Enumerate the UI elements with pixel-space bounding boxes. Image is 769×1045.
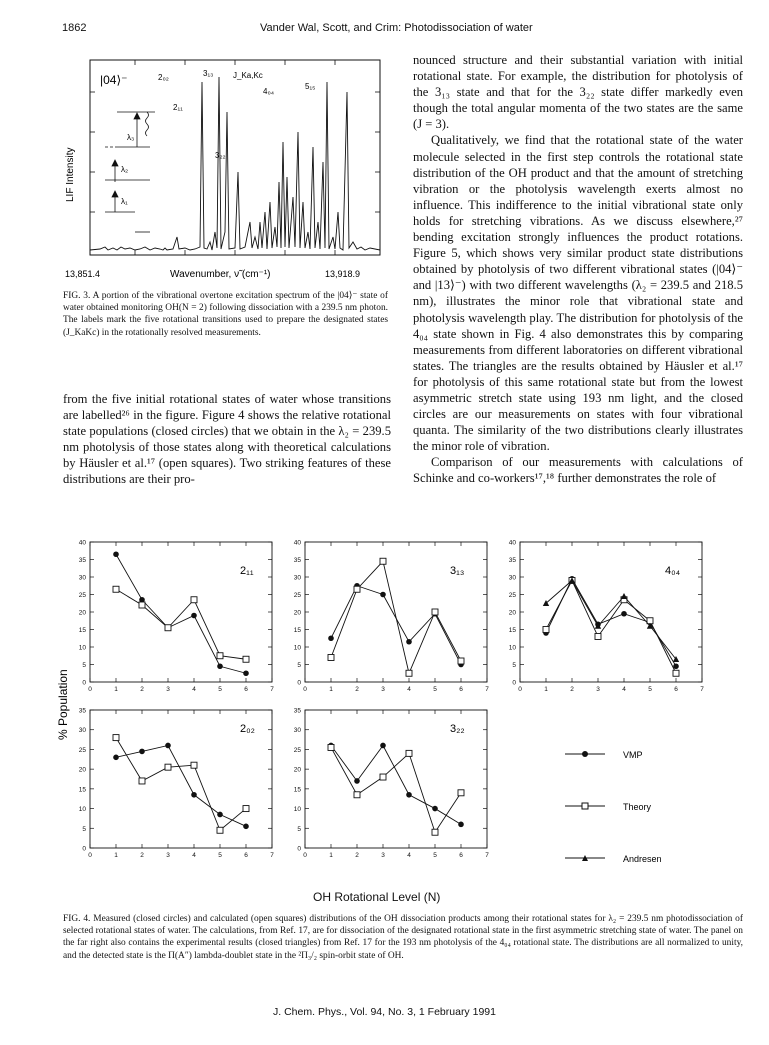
x-tick-label: 4 <box>407 686 411 693</box>
series-line-theory <box>116 589 246 659</box>
fig4-panel-1 <box>79 540 274 694</box>
theory-point <box>113 586 119 592</box>
y-tick-label: 25 <box>78 592 86 599</box>
y-tick-label: 0 <box>82 845 86 853</box>
panel-state-label: 3₁₃ <box>450 565 465 577</box>
fig3-spectrum <box>55 52 385 302</box>
y-tick-label: 40 <box>78 539 86 547</box>
y-tick-label: 30 <box>508 574 516 582</box>
x-tick-label: 5 <box>218 852 222 859</box>
y-tick-label: 20 <box>508 609 516 617</box>
fig4-legend <box>565 750 662 864</box>
vmp-point <box>113 551 119 557</box>
fig4-panel-4 <box>79 708 274 860</box>
series-line-theory <box>116 738 246 831</box>
fig4-xlabel: OH Rotational Level (N) <box>313 890 441 904</box>
y-tick-label: 40 <box>293 539 301 547</box>
line-label-515: 5₁₅ <box>305 82 316 91</box>
theory-point <box>217 653 223 659</box>
y-tick-label: 15 <box>78 627 86 634</box>
vmp-point <box>458 822 464 828</box>
y-tick-label: 10 <box>293 644 301 652</box>
vmp-point <box>217 663 223 669</box>
theory-point <box>243 656 249 662</box>
theory-point <box>432 609 438 615</box>
panel-state-label: 3₂₂ <box>450 723 465 735</box>
x-tick-label: 0 <box>88 686 92 693</box>
y-tick-label: 15 <box>78 786 86 794</box>
page-number: 1862 <box>62 22 87 34</box>
y-tick-label: 35 <box>78 707 86 715</box>
x-tick-label: 6 <box>459 852 463 859</box>
fig4-panel-5 <box>294 708 489 860</box>
y-tick-label: 0 <box>297 845 301 853</box>
y-tick-label: 35 <box>293 707 301 715</box>
y-tick-label: 25 <box>293 746 301 754</box>
jk-label: J_Ka,Kc <box>233 71 263 80</box>
y-tick-label: 30 <box>78 574 86 582</box>
y-tick-label: 5 <box>297 662 301 669</box>
theory-point <box>543 627 549 633</box>
x-tick-label: 0 <box>88 852 92 859</box>
vmp-point <box>191 613 197 619</box>
theory-point <box>432 829 438 835</box>
x-tick-label: 5 <box>648 686 652 693</box>
theory-point <box>191 762 197 768</box>
fig4-panel-3 <box>509 540 704 694</box>
x-tick-label: 2 <box>570 686 574 693</box>
fig3-ylabel: LIF Intensity <box>65 147 76 202</box>
y-tick-label: 30 <box>293 727 301 735</box>
y-tick-label: 0 <box>82 679 86 687</box>
panel-state-label: 2₁₁ <box>240 565 254 577</box>
y-tick-label: 40 <box>508 539 516 547</box>
y-tick-label: 20 <box>293 609 301 617</box>
line-label-202: 2₀₂ <box>158 73 169 82</box>
y-tick-label: 30 <box>293 574 301 582</box>
right-paragraph-2: Qualitatively, we find that the rotational state of the water molecule selected in the first step controls the rotational state distribution of the OH product and that the amount of stretching vibration or the photolysis wavelength exerts almost no influence. This indifference to the initial vibrational state only holds for stretching vibrations. As we discuss elsewhere,²⁷ bending excitation strongly influences the product rotations. Figure 5, which shows very similar product state distributions obtained by photolysis of two different vibrational states (|04⟩⁻ and |13⟩⁻) with two different wavelengths (λ₂ = 239.5 and 218.5 nm), illustrates the minor role that vibrational state and photolysis wavelength play. The distribution for photolysis of the 4₀₄ state shown in Fig. 4 also demonstrates this by comparing measurements from different laboratories on different vibrational states. The triangles are the results obtained by Häusler et al.¹⁷ for photolysis of this same rotational state but from the lowest asymmetric stretch state using 193 nm light, and the closed circles are our measurements on states with four vibrational quanta. The similarity of the two distributions clearly illustrates the minor role of vibration. <box>413 133 743 454</box>
x-tick-label: 5 <box>433 686 437 693</box>
x-tick-label: 1 <box>329 852 333 859</box>
series-line-theory <box>331 561 461 673</box>
x-tick-label: 0 <box>303 852 307 859</box>
x-tick-label: 7 <box>485 852 489 859</box>
y-tick-label: 5 <box>512 662 516 669</box>
line-label-313: 3₁₃ <box>203 69 214 78</box>
fig3-state-label: |04⟩⁻ <box>100 73 128 87</box>
x-tick-label: 1 <box>114 852 118 859</box>
x-tick-label: 0 <box>518 686 522 693</box>
vmp-point <box>406 792 412 798</box>
x-tick-label: 5 <box>433 852 437 859</box>
y-tick-label: 15 <box>293 786 301 794</box>
x-tick-label: 1 <box>544 686 548 693</box>
left-paragraph: from the five initial rotational states of water whose transitions are labelled²⁶ in the figure. Figure 4 shows the relative rotational state populations (closed circles) that we obtain in the λ₂ = 239.5 nm photolysis of those states along with theoretical calculations by Häusler et al.¹⁷ (open squares). Two striking features of these distributions are their pro- <box>63 392 391 487</box>
theory-point <box>595 634 601 640</box>
running-title: Vander Wal, Scott, and Crim: Photodissociation of water <box>260 22 533 34</box>
vmp-point <box>113 755 119 761</box>
x-tick-label: 3 <box>381 852 385 859</box>
theory-point <box>673 670 679 676</box>
theory-point <box>380 558 386 564</box>
theory-point <box>354 586 360 592</box>
x-tick-label: 2 <box>140 686 144 693</box>
x-tick-label: 1 <box>329 686 333 693</box>
x-tick-label: 7 <box>270 852 274 859</box>
theory-point <box>113 735 119 741</box>
x-tick-label: 6 <box>459 686 463 693</box>
y-tick-label: 5 <box>297 825 301 833</box>
x-tick-label: 7 <box>485 686 489 693</box>
vmp-point <box>217 812 223 818</box>
y-tick-label: 35 <box>78 557 86 564</box>
x-tick-label: 1 <box>114 686 118 693</box>
vmp-point <box>354 778 360 784</box>
x-tick-label: 6 <box>244 686 248 693</box>
theory-point <box>243 806 249 812</box>
theory-point <box>191 597 197 603</box>
y-tick-label: 15 <box>293 627 301 634</box>
y-tick-label: 10 <box>78 806 86 814</box>
y-tick-label: 10 <box>78 644 86 652</box>
right-paragraph-1: nounced structure and their substantial variation with initial rotational state. For example, the distribution for photolysis of the 3₁₃ state and that for the 3₂₂ state differ markedly even though the total angular momenta of the two states are the same (J = 3). <box>413 53 743 132</box>
y-tick-label: 10 <box>508 644 516 652</box>
x-tick-label: 3 <box>596 686 600 693</box>
lambda3-label: λ₃ <box>127 133 135 142</box>
fig4-panel-2 <box>294 540 489 694</box>
fig4-chart <box>55 530 725 875</box>
series-line-vmp <box>116 745 246 826</box>
theory-point <box>406 750 412 756</box>
series-line-vmp <box>331 745 461 824</box>
theory-point <box>458 658 464 664</box>
y-tick-label: 15 <box>508 627 516 634</box>
x-tick-label: 5 <box>218 686 222 693</box>
series-line-theory <box>546 581 676 674</box>
theory-point <box>354 792 360 798</box>
theory-point <box>165 625 171 631</box>
theory-point <box>328 655 334 661</box>
vmp-point <box>165 743 171 749</box>
vmp-point <box>380 592 386 598</box>
line-label-211: 2₁₁ <box>173 103 183 112</box>
theory-point <box>406 670 412 676</box>
x-tick-label: 6 <box>244 852 248 859</box>
y-tick-label: 5 <box>82 825 86 833</box>
vmp-point <box>243 670 249 676</box>
x-tick-label: 2 <box>355 852 359 859</box>
footer-citation: J. Chem. Phys., Vol. 94, No. 3, 1 February 1991 <box>273 1006 496 1018</box>
y-tick-label: 25 <box>508 592 516 599</box>
x-tick-label: 7 <box>700 686 704 693</box>
theory-point <box>139 778 145 784</box>
y-tick-label: 20 <box>293 766 301 774</box>
x-tick-label: 2 <box>355 686 359 693</box>
theory-point <box>165 764 171 770</box>
right-paragraph-3: Comparison of our measurements with calculations of Schinke and co-workers¹⁷,¹⁸ further demonstrates the role of <box>413 455 743 486</box>
vmp-point <box>191 792 197 798</box>
x-tick-label: 3 <box>166 686 170 693</box>
andresen-point <box>621 593 627 599</box>
y-tick-label: 25 <box>78 746 86 754</box>
y-tick-label: 35 <box>508 557 516 564</box>
x-tick-label: 0 <box>303 686 307 693</box>
legend-vmp: VMP <box>623 750 643 760</box>
theory-point <box>139 602 145 608</box>
x-tick-label: 4 <box>622 686 626 693</box>
y-tick-label: 20 <box>78 609 86 617</box>
vmp-point <box>380 743 386 749</box>
left-column-text <box>63 391 391 488</box>
theory-point <box>380 774 386 780</box>
vmp-point <box>432 806 438 812</box>
line-label-404: 4₀₄ <box>263 87 275 96</box>
right-column-text <box>413 52 743 487</box>
fig3-xmax-label: 13,918.9 <box>325 269 361 279</box>
fig4-ylabel: % Population <box>56 669 70 740</box>
legend-theory: Theory <box>623 802 652 812</box>
x-tick-label: 4 <box>407 852 411 859</box>
vmp-point <box>139 749 145 755</box>
x-tick-label: 4 <box>192 852 196 859</box>
lambda2-label: λ₂ <box>121 165 129 174</box>
x-tick-label: 3 <box>166 852 170 859</box>
fig4-caption: FIG. 4. Measured (closed circles) and calculated (open squares) distributions of the OH dissociation products among their rotational states for λ₂ = 239.5 nm photodissociation of selected rotational states of water. The calculations, from Ref. 17, are for dissociation of the designated rotational state in the first asymmetric stretching state of water. The panel on the far right also contains the experimental results (closed triangles) from Ref. 17 for the 193 nm photolysis of the 4₀₄ rotational state. The distributions are all normalized to unity, and the detected state is the Π(A″) lambda-doublet state in the ²Π₃/₂ spin-orbit state of OH. <box>63 914 743 961</box>
vmp-point <box>243 824 249 830</box>
series-line-theory <box>331 747 461 832</box>
x-tick-label: 3 <box>381 686 385 693</box>
y-tick-label: 0 <box>297 679 301 687</box>
line-label-322: 3₂₂ <box>215 151 226 160</box>
theory-point <box>217 827 223 833</box>
y-tick-label: 30 <box>78 727 86 735</box>
x-tick-label: 6 <box>674 686 678 693</box>
y-tick-label: 0 <box>512 679 516 687</box>
y-tick-label: 35 <box>293 557 301 564</box>
y-tick-label: 25 <box>293 592 301 599</box>
theory-point <box>458 790 464 796</box>
vmp-point <box>328 635 334 641</box>
x-tick-label: 4 <box>192 686 196 693</box>
lambda1-label: λ₁ <box>121 197 128 206</box>
fig3-caption: FIG. 3. A portion of the vibrational overtone excitation spectrum of the |04⟩⁻ state of water obtained monitoring OH(N = 2) following dissociation with a 239.5 nm photon. The labels mark the five rotational transitions used to prepare the designated states (J_KaKc) in the rotationally resolved measurements. <box>63 291 388 338</box>
vmp-point <box>621 611 627 617</box>
x-tick-label: 7 <box>270 686 274 693</box>
vmp-point <box>406 639 412 645</box>
vmp-point <box>673 663 679 669</box>
fig3-xlabel: Wavenumber, ν̃ (cm⁻¹) <box>170 269 271 280</box>
x-tick-label: 2 <box>140 852 144 859</box>
panel-state-label: 4₀₄ <box>665 565 681 577</box>
theory-point <box>328 744 334 750</box>
legend-andresen: Andresen <box>623 854 662 864</box>
y-tick-label: 5 <box>82 662 86 669</box>
fig3-xmin-label: 13,851.4 <box>65 269 101 279</box>
y-tick-label: 20 <box>78 766 86 774</box>
panel-state-label: 2₀₂ <box>240 723 255 735</box>
y-tick-label: 10 <box>293 806 301 814</box>
